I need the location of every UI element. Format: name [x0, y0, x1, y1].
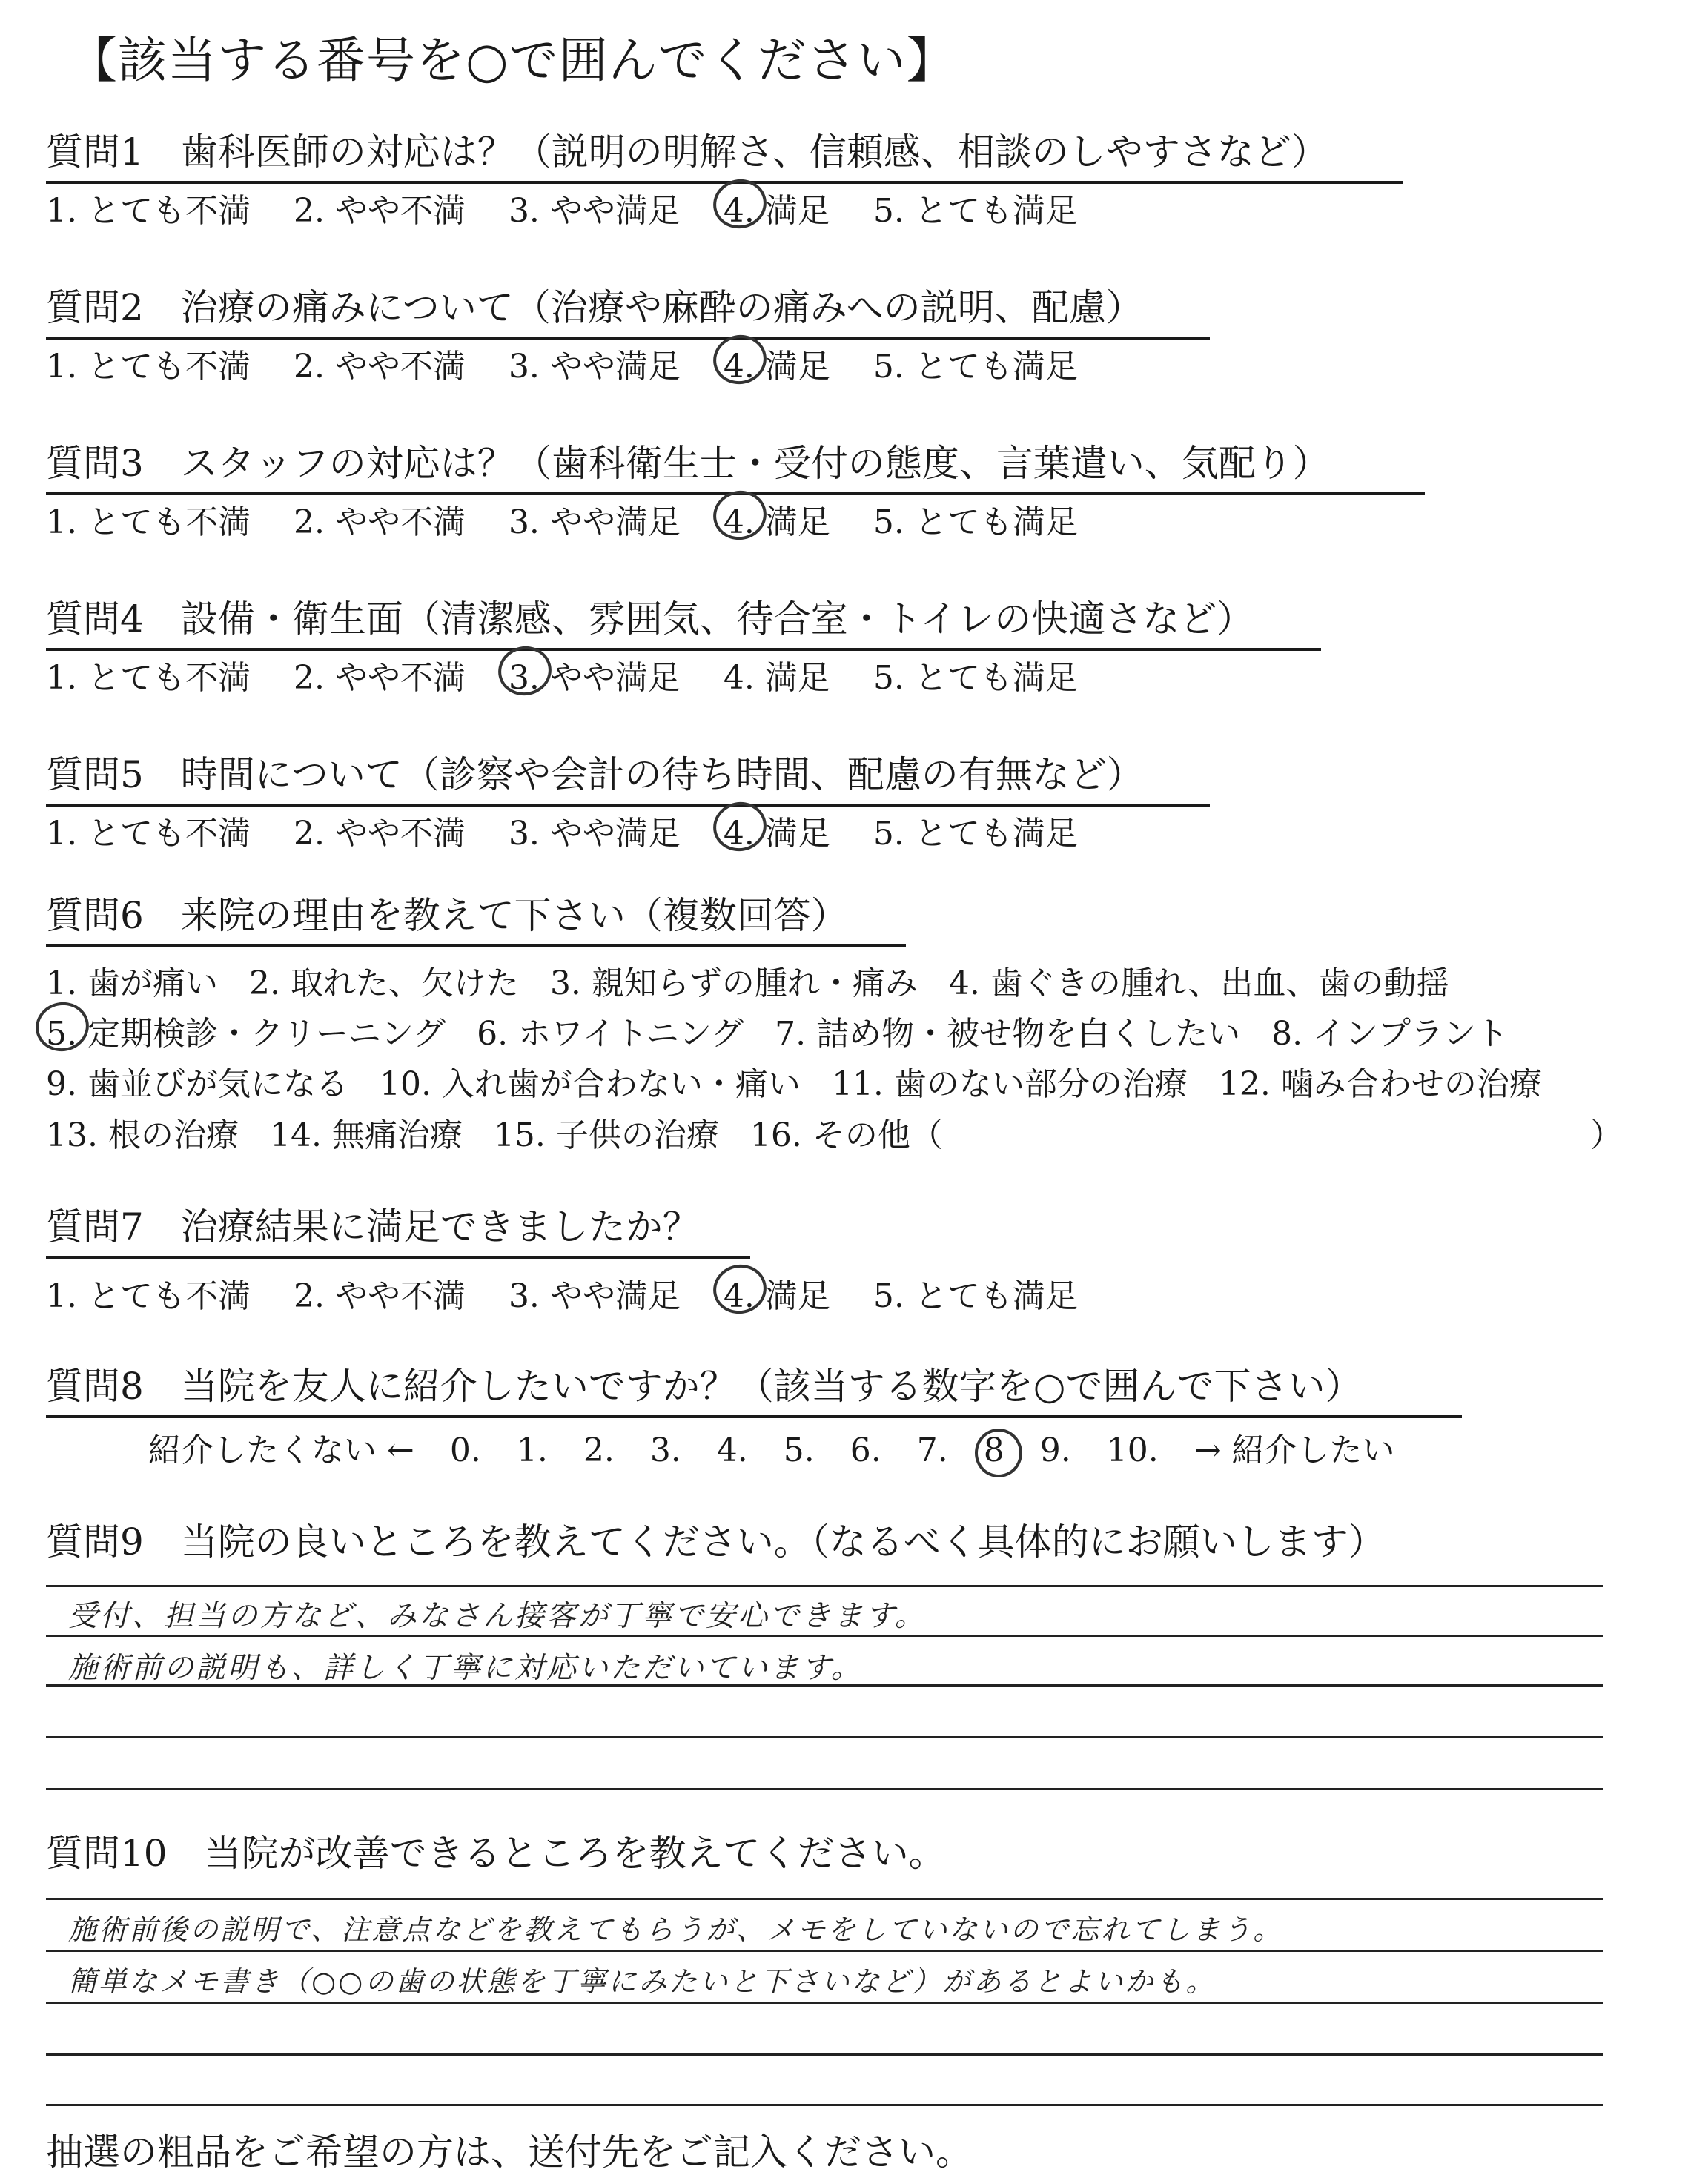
answer-option[interactable]: 4. 満足 [724, 807, 830, 854]
q6-option-row [46, 1108, 974, 1156]
question-title: 質問3 スタッフの対応は？（歯科衛生士・受付の態度、言葉遣い、気配り） [46, 442, 1330, 485]
question-title: 質問1 歯科医師の対応は？（説明の明解さ、信頼感、相談のしやすさなど） [46, 130, 1328, 173]
answer-option[interactable]: 3. やや満足 [509, 651, 681, 698]
answer-options [46, 807, 1121, 854]
answer-option[interactable]: 3. やや満足 [508, 503, 681, 541]
answer-options [46, 651, 1121, 698]
q8-title: 質問8 当院を友人に紹介したいですか？（該当する数字を○で囲んで下さい） [46, 1365, 1363, 1408]
answer-option[interactable]: 3. やや満足 [508, 348, 681, 385]
q10-answer-line: 簡単なメモ書き（○○の歯の状態を丁寧にみたいと下さいなど）があるとよいかも。 [68, 1965, 1217, 1998]
q9-answer-line: 受付、担当の方など、みなさん接客が丁寧で安心できます。 [68, 1599, 927, 1633]
q6-option[interactable]: 14. 無痛治療 [269, 1116, 463, 1154]
q8-number[interactable]: 10. [1106, 1432, 1159, 1469]
answer-option[interactable]: 5. とても満足 [873, 659, 1078, 697]
write-line [46, 2104, 1603, 2106]
answer-option[interactable]: 5. とても満足 [873, 815, 1078, 853]
answer-option[interactable]: 2. やや不満 [293, 503, 466, 541]
q8-number[interactable]: 8 [983, 1432, 1004, 1469]
answer-option[interactable]: 2. やや不満 [293, 815, 466, 853]
q6-option[interactable]: 4. 歯ぐきの腫れ、出血、歯の動揺 [948, 964, 1449, 1002]
answer-option[interactable]: 4. 満足 [724, 1269, 830, 1317]
q8-number[interactable]: 5. [783, 1432, 815, 1469]
answer-option[interactable]: 1. とても不満 [46, 192, 251, 230]
question-title: 質問4 設備・衛生面（清潔感、雰囲気、待合室・トイレの快適さなど） [46, 598, 1254, 641]
q8-right-label: → 紹介したい [1194, 1432, 1395, 1469]
q8-number[interactable]: 1. [516, 1432, 548, 1469]
q6-option[interactable]: 9. 歯並びが気になる [46, 1065, 348, 1103]
q8-number[interactable]: 3. [649, 1432, 681, 1469]
q6-option[interactable]: 12. 噛み合わせの治療 [1218, 1065, 1542, 1103]
q6-option[interactable]: 10. 入れ歯が合わない・痛い [379, 1065, 801, 1103]
answer-option[interactable]: 3. やや満足 [508, 192, 681, 230]
answer-options [46, 184, 1121, 231]
answer-option[interactable]: 2. やや不満 [293, 1277, 466, 1315]
write-line [46, 2002, 1603, 2004]
write-line [46, 2053, 1603, 2056]
answer-option[interactable]: 2. やや不満 [293, 192, 466, 230]
write-line [46, 1950, 1603, 1952]
footer-note: 抽選の粗品をご希望の方は、送付先をご記入ください。 [46, 2131, 973, 2174]
q7-underline [46, 1256, 750, 1259]
answer-option[interactable]: 1. とても不満 [46, 348, 251, 385]
q8-number[interactable]: 7. [916, 1432, 948, 1469]
q6-title: 質問6 来院の理由を教えて下さい（複数回答） [46, 894, 848, 937]
page-title: 【該当する番号を○で囲んでください】 [68, 32, 956, 89]
q8-number[interactable]: 0. [449, 1432, 481, 1469]
question-title: 質問2 治療の痛みについて（治療や麻酔の痛みへの説明、配慮） [46, 286, 1143, 329]
q6-option[interactable]: 11. 歯のない部分の治療 [831, 1065, 1188, 1103]
answer-option[interactable]: 1. とても不満 [46, 815, 251, 853]
answer-option[interactable]: 4. 満足 [723, 659, 830, 697]
answer-option[interactable]: 5. とても満足 [873, 1277, 1078, 1315]
q8-number[interactable]: 2. [583, 1432, 615, 1469]
q8-scale [148, 1423, 1395, 1471]
answer-options [46, 340, 1121, 387]
q6-option-row [46, 1007, 1540, 1054]
answer-option[interactable]: 4. 満足 [724, 340, 830, 387]
q6-option[interactable]: 16. その他（ [749, 1116, 943, 1154]
q8-number[interactable]: 6. [850, 1432, 881, 1469]
q8-number[interactable]: 4. [716, 1432, 748, 1469]
q8-left-label: 紹介したくない ← [148, 1432, 414, 1469]
answer-option[interactable]: 3. やや満足 [508, 1277, 681, 1315]
write-line [46, 1736, 1603, 1738]
q6-option-row [46, 1057, 1573, 1105]
answer-option[interactable]: 4. 満足 [724, 495, 830, 543]
answer-option[interactable]: 4. 満足 [724, 184, 830, 231]
q6-option[interactable]: 2. 取れた、欠けた [248, 964, 519, 1002]
answer-options [46, 495, 1121, 543]
q6-option[interactable]: 15. 子供の治療 [493, 1116, 719, 1154]
q7-options [46, 1269, 1121, 1317]
q9-answer-line: 施術前の説明も、詳しく丁寧に対応いただいています。 [68, 1651, 863, 1685]
answer-option[interactable]: 1. とても不満 [46, 659, 251, 697]
question-title: 質問5 時間について（診察や会計の待ち時間、配慮の有無など） [46, 753, 1144, 796]
write-line [46, 1788, 1603, 1790]
answer-option[interactable]: 3. やや満足 [508, 815, 681, 853]
q8-number[interactable]: 9. [1039, 1432, 1071, 1469]
answer-option[interactable]: 5. とても満足 [873, 503, 1078, 541]
q9-title: 質問9 当院の良いところを教えてください。（なるべく具体的にお願いします） [46, 1520, 1386, 1563]
q10-answer-line: 施術前後の説明で、注意点などを教えてもらうが、メモをしていないので忘れてしまう。 [68, 1913, 1284, 1946]
answer-option[interactable]: 2. やや不満 [293, 659, 466, 697]
answer-option[interactable]: 1. とても不満 [46, 503, 251, 541]
answer-option[interactable]: 5. とても満足 [873, 348, 1078, 385]
write-line [46, 1635, 1603, 1637]
q6-option[interactable]: 13. 根の治療 [46, 1116, 239, 1154]
q10-title: 質問10 当院が改善できるところを教えてください。 [46, 1832, 946, 1875]
q6-option[interactable]: 7. 詰め物・被せ物を白くしたい [775, 1015, 1241, 1053]
write-line [46, 1585, 1603, 1587]
q6-underline [46, 944, 906, 947]
q6-other-close: ） [1590, 1116, 1623, 1154]
q6-option[interactable]: 5. 定期検診・クリーニング [46, 1007, 446, 1054]
q7-title: 質問7 治療結果に満足できましたか？ [46, 1205, 700, 1248]
answer-option[interactable]: 5. とても満足 [873, 192, 1078, 230]
answer-option[interactable]: 1. とても不満 [46, 1277, 251, 1315]
q6-option[interactable]: 6. ホワイトニング [477, 1015, 744, 1053]
answer-option[interactable]: 2. やや不満 [293, 348, 466, 385]
q6-option[interactable]: 8. インプラント [1271, 1015, 1509, 1053]
q6-option[interactable]: 1. 歯が痛い [46, 964, 218, 1002]
write-line [46, 1898, 1603, 1900]
q6-option-row [46, 956, 1480, 1004]
q8-underline [46, 1415, 1462, 1418]
q6-option[interactable]: 3. 親知らずの腫れ・痛み [549, 964, 918, 1002]
